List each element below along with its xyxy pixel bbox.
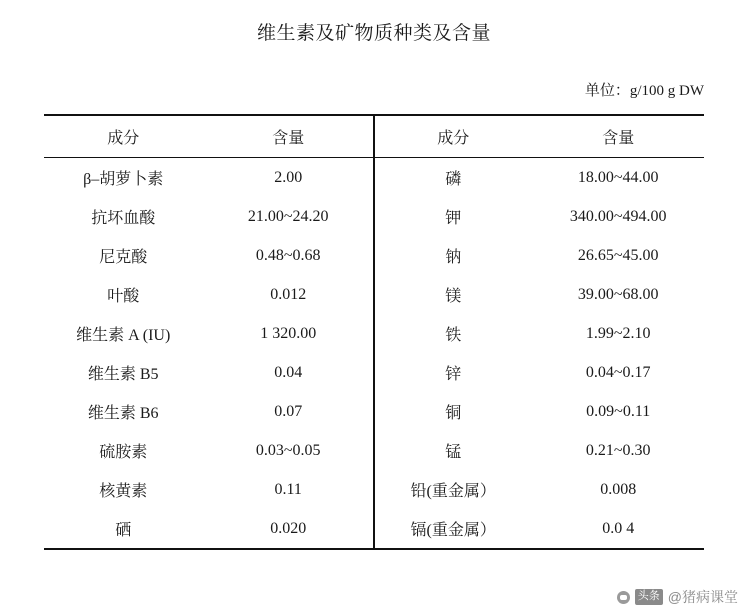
- cell-content: 1 320.00: [260, 324, 317, 342]
- cell-content: 0.48~0.68: [255, 246, 321, 264]
- cell-component: 镁: [445, 288, 462, 305]
- watermark-badge: 头条: [635, 589, 663, 604]
- cell-component: 钾: [445, 210, 462, 227]
- table-row: [374, 158, 704, 198]
- cell-component: 硒: [115, 522, 132, 539]
- table-header-row: [44, 116, 374, 158]
- cell-component: 钠: [445, 249, 462, 266]
- cell-content: 0.03~0.05: [255, 441, 321, 459]
- table-row: [44, 353, 374, 392]
- cell-content: 0.09~0.11: [586, 402, 651, 420]
- cell-content: 0.020: [270, 519, 307, 537]
- table-header-row: [374, 116, 704, 158]
- cell-component: 维生素 B6: [87, 405, 159, 422]
- table-row: [44, 470, 374, 509]
- cell-component: 锰: [445, 444, 462, 461]
- cell-component: 尼克酸: [99, 249, 148, 266]
- table-row: [44, 236, 374, 275]
- page-title: 维生素及矿物质种类及含量: [256, 23, 491, 44]
- table-row: [44, 392, 374, 431]
- table-row: [44, 275, 374, 314]
- column-header-content: 含量: [602, 130, 635, 147]
- cell-content: 0.0 4: [602, 519, 635, 537]
- cell-component: 硫胺素: [99, 444, 148, 461]
- table-row: [374, 314, 704, 353]
- cell-component: 铜: [445, 405, 462, 422]
- table-row: [374, 392, 704, 431]
- table-row: [374, 470, 704, 509]
- cell-component: 磷: [445, 171, 462, 188]
- cell-component: 镉(重金属）: [410, 522, 496, 539]
- cell-component: 核黄素: [99, 483, 148, 500]
- mineral-table: [374, 116, 704, 548]
- table-row: [44, 431, 374, 470]
- table-row: [374, 431, 704, 470]
- cell-content: 0.012: [270, 285, 307, 303]
- table-row: [374, 353, 704, 392]
- table-row: [44, 197, 374, 236]
- table-row: [374, 236, 704, 275]
- column-header-content: 含量: [272, 130, 305, 147]
- table-row: [44, 509, 374, 548]
- cell-content: 2.00: [274, 168, 303, 186]
- cell-component: 维生素 B5: [87, 366, 159, 383]
- table-left-half: [44, 116, 374, 548]
- cell-content: 39.00~68.00: [577, 285, 659, 303]
- cell-content: 0.04: [274, 363, 303, 381]
- table-head-right: [374, 116, 704, 158]
- cell-content: 0.11: [274, 480, 302, 498]
- cell-content: 1.99~2.10: [585, 324, 651, 342]
- watermark-logo-icon: [617, 591, 630, 604]
- cell-content: 0.21~0.30: [585, 441, 651, 459]
- cell-content: 0.04~0.17: [585, 363, 651, 381]
- table-row: [374, 275, 704, 314]
- table-row: [44, 314, 374, 353]
- cell-component: 维生素 A (IU): [76, 327, 171, 344]
- table-body-left: [44, 158, 374, 549]
- cell-component: 铁: [445, 327, 462, 344]
- data-table: [44, 114, 704, 550]
- table-head-left: [44, 116, 374, 158]
- table-body-right: [374, 158, 704, 549]
- column-header-component: 成分: [107, 130, 140, 147]
- cell-component: 锌: [445, 366, 462, 383]
- table-row: [374, 509, 704, 548]
- cell-content: 21.00~24.20: [247, 207, 329, 225]
- unit-note: 单位：g/100 g DW: [584, 83, 704, 99]
- vitamin-table: [44, 116, 374, 548]
- cell-content: 340.00~494.00: [569, 207, 667, 225]
- table-row: [44, 158, 374, 198]
- cell-component: β–胡萝卜素: [83, 171, 164, 188]
- cell-content: 0.008: [600, 480, 637, 498]
- column-header-component: 成分: [437, 130, 470, 147]
- cell-component: 叶酸: [107, 288, 140, 305]
- watermark-text: @猪病课堂: [667, 589, 738, 605]
- cell-component: 铅(重金属）: [410, 483, 496, 500]
- cell-content: 18.00~44.00: [577, 168, 659, 186]
- table-row: [374, 197, 704, 236]
- table-right-half: [374, 116, 704, 548]
- watermark: [617, 587, 738, 607]
- cell-content: 26.65~45.00: [577, 246, 659, 264]
- cell-content: 0.07: [274, 402, 303, 420]
- cell-component: 抗坏血酸: [91, 210, 156, 227]
